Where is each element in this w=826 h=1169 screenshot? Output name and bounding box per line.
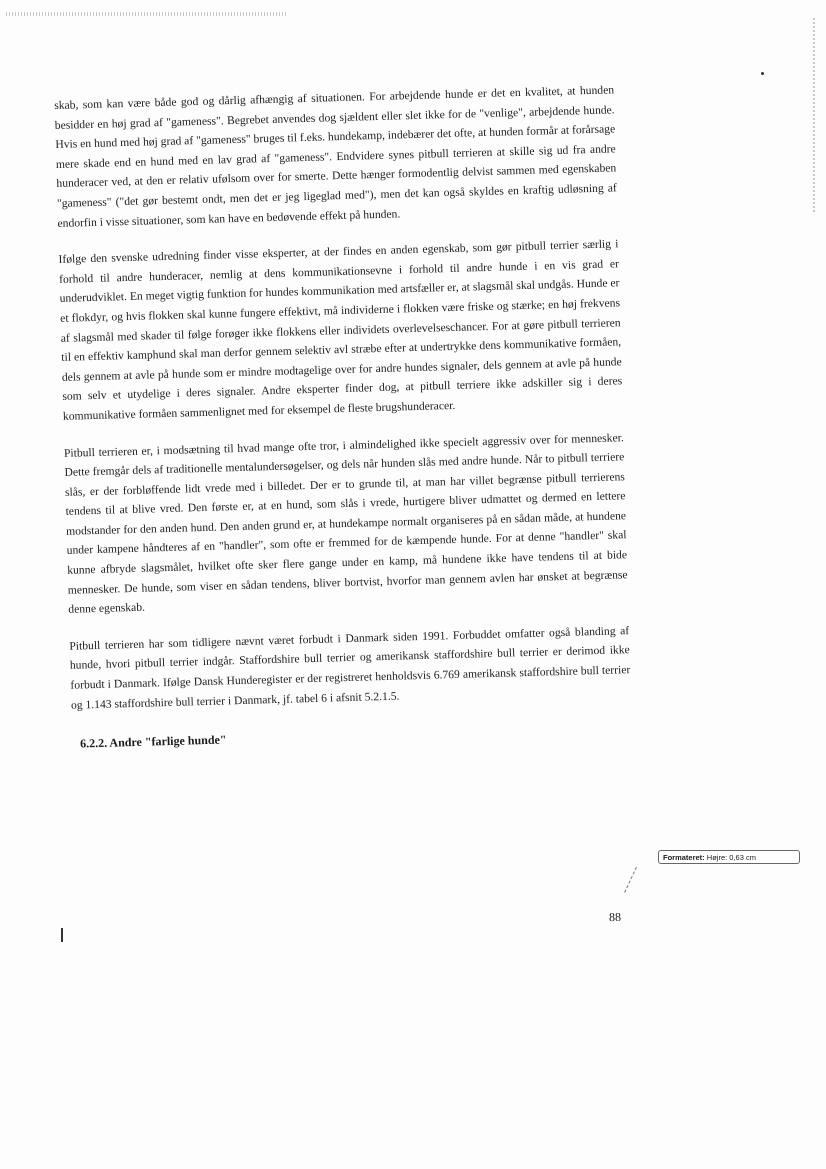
format-comment-balloon[interactable] [658, 850, 800, 864]
scan-noise-top [6, 12, 288, 16]
comment-text: Højre: 0,63 cm [706, 853, 756, 862]
paragraph-aggression: Pitbull terrieren er, i modsætning til hvad mange ofte tror, i almindelighed ikke specielt aggressiv over for mennesker. Dette fremgår dels af traditionelle mentalundersøgelser, og dels når hunden slås med andre hunde. Når to pitbull terriere slås, er der forbløffende lidt vrede med i billedet. Der er to grunde til, at man har villet begrænse pitbull terrierens tendens til at blive vred. Den første er, at en hund, som slås i vrede, hurtigere bliver udmattet og dermed en lettere modstander for den anden hund. Den anden grund er, at hundekampe normalt organiseres på en sådan måde, at hundene under kampene håndteres af en "handler", som ofte er fremmed for de kæmpende hunde. For at denne "handler" skal kunne afbryde slagsmålet, hvilket ofte sker flere gange under en kamp, må hundene ikke have tendens til at bide mennesker. De hunde, som viser en sådan tendens, bliver bortvist, hvorfor man gennem avlen har ønsket at begrænse denne egenskab. [63, 430, 628, 617]
paragraph-communication: Ifølge den svenske udredning finder visse eksperter, at der findes en anden egenskab, som gør pitbull terrier særlig i forhold til andre hunderacer, nemlig at dens kommunikationsevne i forhold til andre hunde i en vis grad er underudviklet. En meget vigtig funktion for hundes kommunikation med artsfæller er, at slagsmål skal undgås. Hunde er et flokdyr, og hvis flokken skal kunne fungere effektivt, må individerne i flokken være friske og stærke; en høj frekvens af slagsmål med skader til følge forøger ikke flokkens eller individets overlevelseschancer. For at gøre pitbull terrieren til en effektiv kamphund skal man derfor gennem selektiv avl stræbe efter at undertrykke dens kommunikative formåen, dels gennem at avle på hunde som er mindre modtagelige over for andre hundes signaler, dels gennem at avle på hunde som selv et utydelige i deres signaler. Andre eksperter finder dog, at pitbull terriere ikke adskiller sig i deres kommunikative formåen sammenlignet med for eksempel de fleste brugshunderacer. [58, 237, 623, 423]
paragraph-ban: Pitbull terrieren har som tidligere nævnt været forbudt i Danmark siden 1991. Forbuddet omfatter også blanding af hunde, hvori pitbull terrier indgår. Staffordshire bull terrier og amerikansk staffordshire bull terrier er derimod ikke forbudt i Danmark. Ifølge Dansk Hunderegister er der registreret henholdsvis 6.769 amerikansk staffordshire bull terrier og 1.143 staffordshire bull terrier i Danmark, jf. tabel 6 i afsnit 5.2.1.5. [69, 623, 631, 712]
margin-marker [61, 928, 63, 942]
scan-speck [761, 72, 764, 75]
paragraph-gameness: skab, som kan være både god og dårlig afhængig af situationen. For arbejdende hunde er det en kvalitet, at hunden besidder en høj grad af "gameness". Begrebet anvendes dog sjældent eller slet ikke for de "venlige", arbejdende hunde. Hvis en hund med høj grad af "gameness" bruges til f.eks. hundekamp, indebærer det ofte, at hunden formår at forårsage mere skade end en hund med en lav grad af "gameness". Endvidere synes pitbull terrieren at skille sig ud fra andre hunderacer ved, at den er relativ ufølsom over for smerte. Dette hænger formodentlig delvist sammen med egenskaben "gameness" ("det gør bestemt ondt, men det er jeg ligeglad med"), men det kan også skyldes en kraftig udløsning af endorfin i visse situationer, som kan have en bedøvende effekt på hunden. [54, 83, 617, 230]
scan-edge-line [813, 18, 815, 214]
comment-label: Formateret: [663, 853, 705, 862]
page-number: 88 [608, 909, 622, 925]
section-heading: 6.2.2. Andre "farlige hunde" [79, 732, 227, 751]
comment-connector [624, 867, 638, 893]
document-body [54, 80, 632, 752]
